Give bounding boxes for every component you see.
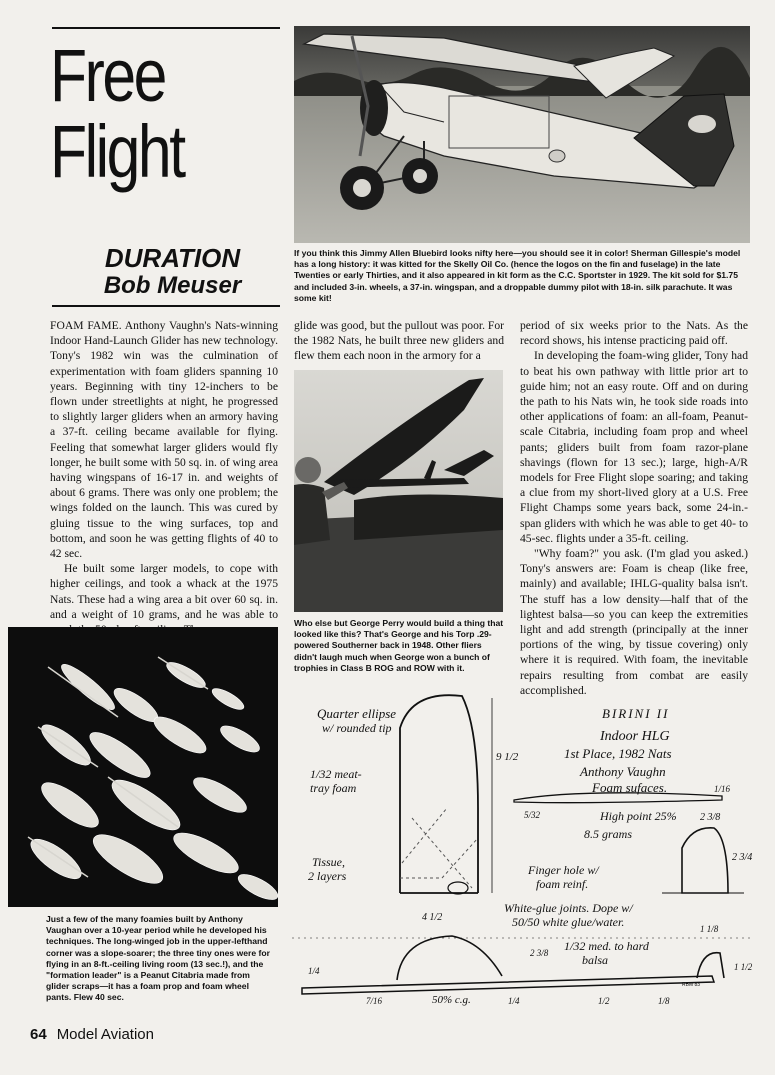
foamies-photo — [8, 627, 278, 907]
label-rounded-tip: w/ rounded tip — [322, 721, 392, 735]
label-tray-foam: tray foam — [310, 781, 357, 795]
drawing-subtitle: Indoor HLG — [600, 729, 670, 744]
page-footer — [30, 1026, 154, 1043]
dim-seven-sixteenth: 7/16 — [366, 996, 383, 1006]
article-para-5: In developing the foam-wing glider, Tony had to beat his own pathway with little prior art to guide him; not an easy route. Off and on during the path to his Nats win, he took side roads into other applications of foam: an all-foam, Peanut-scale Citabria, including foam prop and wheel pants; gliders built from foam razor-plane shavings (flown for 13 sec.); large, high-A/R models for Free Flight slope soaring; and taking a clue from my short-lived glory at a U.S. Free Flight Champs some years back, some 24-in.-span gliders with which he was able to get 40- to 45-sec. flights under a 35-ft. ceiling. — [520, 349, 748, 545]
title-bottom-rule — [52, 305, 280, 307]
label-glue-mix: 50/50 white glue/water. — [512, 915, 625, 929]
article-col3 — [520, 318, 748, 698]
drawing-material: Foam sufaces. — [592, 780, 668, 795]
magazine-name: Model Aviation — [56, 1026, 154, 1043]
dim-quarter-left: 1/4 — [308, 966, 320, 976]
perry-caption: Who else but George Perry would build a thing that looked like this? That's George and his Torp .29-powered Southerner back in 1948. Other fliers didn't laugh much when George won a bunch of trophies in Class B ROG and ROW with it. — [294, 618, 504, 673]
author-byline: Bob Meuser — [103, 272, 242, 299]
dim-one-half: 1 1/2 — [734, 962, 753, 972]
article-para-1: FOAM FAME. Anthony Vaughn's Nats-winning Indoor Hand-Launch Glider has new technology. Tony's 1982 win was the culmination of experimentation with foam gliders spanning 10 years. Beginning with tiny 12-inchers to be flown under streetlights at night, he progressed to slightly larger gliders when an armory having a 37-ft. ceiling became available for flying. Feeling that somewhat larger gliders would fly longer, he built some with 50 sq. in. of wing area having wingspans of 16-17 in. and weights of about 6 grams. There was only one problem; the wings folded on the launch. This was cured by gluing tissue to the wing surfaces, top and bottom, and soon he was getting flights of 40 to 42 sec. — [50, 319, 278, 561]
perry-photo — [294, 370, 503, 612]
birini-plan-drawing — [282, 688, 760, 1008]
dim-fin-width: 2 3/8 — [700, 812, 721, 823]
drawing-initials: RBM 83 — [682, 982, 701, 988]
label-two-layers: 2 layers — [308, 869, 347, 883]
label-balsa: 1/32 med. to hard — [564, 939, 649, 953]
article-para-4: period of six weeks prior to the Nats. As the record shows, his intense practicing paid off. — [520, 319, 748, 348]
drawing-place: 1st Place, 1982 Nats — [564, 746, 672, 761]
foamies-caption: Just a few of the many foamies built by Anthony Vaughan over a 10-year period while he developed his techniques. The long-winged job in the upper-lefthand corner was a slope-soarer; the three tiny ones were for flying in an 8-ft.-ceiling living room (13 sec.!), and the "formation leader" is a Peanut Citabria made from glider scraps—it has a foam prop and foam wheel pants. Flew 40 sec. — [46, 914, 270, 1003]
dim-one-eighth: 1 1/8 — [700, 924, 719, 934]
drawing-highpoint: High point 25% — [600, 809, 677, 823]
drawing-name: BIRINI II — [602, 706, 670, 721]
label-glue-joints: White-glue joints. Dope w/ — [504, 901, 633, 915]
label-finger-hole: Finger hole w/ — [528, 863, 599, 877]
article-col2 — [294, 318, 504, 364]
page-number: 64 — [30, 1026, 47, 1043]
dim-root: 4 1/2 — [422, 912, 443, 923]
title-line-flight: Flight — [50, 110, 184, 193]
label-balsa-2: balsa — [582, 953, 609, 967]
department-heading: DURATION — [104, 243, 241, 273]
article-para-2: He built some larger models, to cope with higher ceilings, and took a whack at the 1975 Nats. These had a wing area a bit over 60 sq. in. and a weight of 10 grams, and he was able to — [50, 562, 278, 621]
bluebird-caption: If you think this Jimmy Allen Bluebird looks nifty here—you should see it in color! Sherman Gillespie's model has a long history: it was kitted for the Skelly Oil Co. (hence the logos on the fin and fuselage) in the late Twenties or early Thirties, and it also appeared in kit form as the C.C. Sportster in 1929. The kit sold for $1.75 and included 3-in. wheels, a 37-in. wingspan, and a droppable dummy pilot with 18-in. silk parachute. It was some kit! — [294, 248, 741, 303]
article-col1 — [50, 318, 278, 637]
label-cg: 50% c.g. — [432, 994, 471, 1006]
label-foam-reinf: foam reinf. — [536, 877, 589, 891]
label-meat-tray: 1/32 meat- — [310, 767, 362, 781]
title-top-rule — [52, 27, 280, 29]
label-tissue: Tissue, — [312, 855, 346, 869]
label-quarter-ellipse: Quarter ellipse — [317, 706, 397, 721]
dim-fin-height: 2 3/4 — [732, 852, 753, 863]
dim-half: 1/2 — [598, 996, 610, 1006]
dim-five-thirtysecond: 5/32 — [524, 810, 541, 820]
article-para-3: glide was good, but the pullout was poor. For the 1982 Nats, he built three new gliders and flew them each noon in the armory for a — [294, 319, 504, 363]
drawing-weight: 8.5 grams — [584, 827, 633, 841]
page-title — [50, 34, 243, 193]
bluebird-photo — [294, 26, 750, 243]
title-line-free: Free — [50, 34, 165, 117]
dim-quarter-center: 1/4 — [508, 996, 520, 1006]
dim-fuse-height: 2 3/8 — [530, 948, 549, 958]
dim-span: 9 1/2 — [496, 751, 519, 763]
drawing-builder: Anthony Vaughn — [580, 764, 666, 779]
dim-one-sixteenth: 1/16 — [714, 784, 731, 794]
article-para-6: "Why foam?" you ask. (I'm glad you asked.) Tony's answers are: Foam is cheap (like free, mainly) and available; IHLG-quality balsa isn't. The stuff has a low density—half that of the lightest balsa—so you can keep the extremities light and add strength (principally at the inner portions of the wing, by tissue covering) only where it is required. With foam, the inevitable repairs resulting from combat are easily accomplished. — [520, 547, 748, 697]
dim-eighth: 1/8 — [658, 996, 670, 1006]
